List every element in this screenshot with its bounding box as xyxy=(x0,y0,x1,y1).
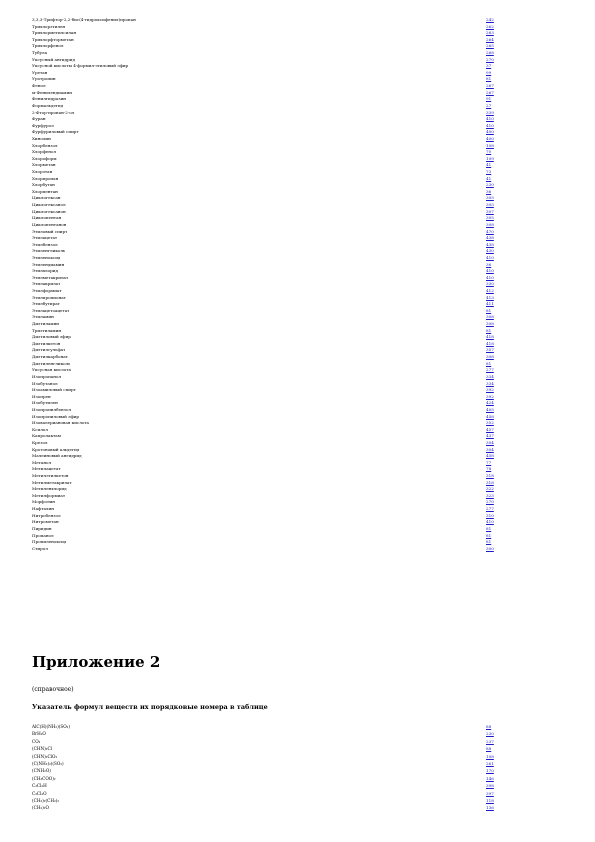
substance-name: Диэтилкетон xyxy=(32,340,61,346)
index-row xyxy=(32,506,502,513)
substance-name: Фурфуриловый спирт xyxy=(32,129,79,135)
substance-name: Уксусная кислота xyxy=(32,367,71,373)
appendix-heading: Указатель формул веществ их порядковые номера в таблице xyxy=(32,703,268,711)
index-row xyxy=(32,17,502,24)
page-number-link[interactable]: 437 xyxy=(486,433,494,439)
index-row xyxy=(32,387,502,394)
substance-name: Хлорэтан xyxy=(32,169,53,175)
substance-name: Нитрометан xyxy=(32,519,59,525)
page-number-link[interactable]: 438 xyxy=(486,241,494,247)
index-row xyxy=(32,24,502,31)
index-row xyxy=(32,70,502,77)
substance-name: Диэтиловый эфир xyxy=(32,334,71,340)
index-row xyxy=(32,281,502,288)
index-row xyxy=(32,57,502,64)
index-row xyxy=(32,156,502,163)
index-row xyxy=(32,427,502,434)
substance-name: Метилэтилкетон xyxy=(32,473,69,479)
page-number-link[interactable]: 170 xyxy=(486,768,494,774)
page-number-link[interactable]: 430 xyxy=(486,248,494,254)
substance-name: м-Фенилендиамин xyxy=(32,89,72,95)
index-row xyxy=(32,202,502,209)
page-number-link[interactable]: 77 xyxy=(486,459,492,465)
page-number-link[interactable]: 36 xyxy=(486,188,492,194)
index-row xyxy=(32,295,502,302)
substance-name: Диэтилсульфат xyxy=(32,347,66,353)
page-number-link[interactable]: 410 xyxy=(486,268,494,274)
index-row xyxy=(32,420,502,427)
page-number-link[interactable]: 300 xyxy=(486,545,494,551)
index-row xyxy=(32,301,502,308)
substance-name: Этилендиамин xyxy=(32,261,65,267)
page-number-link[interactable]: 397 xyxy=(486,790,494,796)
substance-name: Пиридин xyxy=(32,525,52,531)
substance-name: Трихлорфенол xyxy=(32,43,64,49)
substance-name: Морфолин xyxy=(32,499,56,505)
page-number-link[interactable]: 400 xyxy=(486,129,494,135)
index-row xyxy=(32,209,502,216)
index-row xyxy=(32,453,502,460)
index-row xyxy=(32,222,502,229)
page-number-link[interactable]: 81 xyxy=(486,76,492,82)
substance-name: Хлорбензол xyxy=(32,142,58,148)
substance-name: Этилметакрилат xyxy=(32,274,69,280)
page-number-link[interactable]: 237 xyxy=(486,738,494,744)
index-row xyxy=(32,149,502,156)
index-row xyxy=(32,176,502,183)
page-number-link[interactable]: 470 xyxy=(486,228,494,234)
index-row xyxy=(32,162,502,169)
substance-name: Фенилгидразин xyxy=(32,96,67,102)
substance-name: Этиловый спирт xyxy=(32,228,68,234)
substance-name: Этилхлорид xyxy=(32,268,58,274)
page-number-link[interactable]: 410 xyxy=(486,274,494,280)
substance-name: Уксусной кислоты 4-формил-этиловый эфир xyxy=(32,63,129,69)
page-number-link[interactable]: 136 xyxy=(486,805,494,811)
page-number-link[interactable]: 424 xyxy=(486,400,494,406)
page-number-link[interactable]: 277 xyxy=(486,506,494,512)
page-number-link[interactable]: 411 xyxy=(486,301,494,307)
index-row xyxy=(32,499,502,506)
page-number-link[interactable]: 318 xyxy=(486,473,494,479)
page-number-link[interactable]: 334 xyxy=(486,373,494,379)
substance-name: Уксусный ангидрид xyxy=(32,56,75,62)
page-number-link[interactable]: 261 xyxy=(486,760,494,766)
page-number-link[interactable]: 81 xyxy=(486,327,492,333)
page-number-link[interactable]: 88 xyxy=(486,746,492,752)
index-row xyxy=(32,90,502,97)
page-number-link[interactable]: 322 xyxy=(486,486,494,492)
page-number-link[interactable]: 308 xyxy=(486,321,494,327)
page-number-link[interactable]: 304 xyxy=(486,446,494,452)
page-number-link[interactable]: 118 xyxy=(486,797,494,803)
formula-row xyxy=(32,782,502,789)
substance-name: Этилпропионат xyxy=(32,294,66,300)
index-row xyxy=(32,440,502,447)
page-number-link[interactable]: 108 xyxy=(486,142,494,148)
index-row xyxy=(32,334,502,341)
page-number-link[interactable]: 400 xyxy=(486,135,494,141)
page-number-link[interactable]: 270 xyxy=(486,499,494,505)
substance-name: Хлороформ xyxy=(32,155,57,161)
index-row xyxy=(32,447,502,454)
substance-name: Этиламин xyxy=(32,314,54,320)
formula-text: (C(NH₂)₂)(SO₂) xyxy=(32,760,64,766)
substance-name: Метилацетат xyxy=(32,466,61,472)
substance-name: Циклогексан xyxy=(32,195,61,201)
page-number-link[interactable]: 268 xyxy=(486,50,494,56)
page-number-link[interactable]: 70 xyxy=(486,149,492,155)
page-number-link[interactable]: 267 xyxy=(486,83,494,89)
page-number-link[interactable]: 264 xyxy=(486,36,494,42)
substance-name: Кротоновый альдегид xyxy=(32,446,80,452)
index-row xyxy=(32,103,502,110)
index-row xyxy=(32,321,502,328)
index-row xyxy=(32,533,502,540)
page-number-link[interactable]: 352 xyxy=(486,420,494,426)
index-row xyxy=(32,143,502,150)
index-row xyxy=(32,374,502,381)
substance-name: Фенол xyxy=(32,83,46,89)
substance-name: Тубула xyxy=(32,50,48,56)
page-number-link[interactable]: 37 xyxy=(486,63,492,69)
index-row xyxy=(32,433,502,440)
formula-row xyxy=(32,745,502,752)
index-row xyxy=(32,182,502,189)
index-row xyxy=(32,123,502,130)
index-row xyxy=(32,381,502,388)
page-number-link[interactable]: 458 xyxy=(486,413,494,419)
page-number-link[interactable]: 304 xyxy=(486,440,494,445)
page-number-link[interactable]: 405 xyxy=(486,406,494,412)
substance-name: Пропиленоксид xyxy=(32,539,67,545)
formula-text: C₃Cl₂O xyxy=(32,790,47,796)
formula-row xyxy=(32,760,502,767)
page-number-link[interactable]: 398 xyxy=(486,783,494,789)
substance-name: Этилакрилат xyxy=(32,281,61,287)
formula-text: (CH₃COO)₂ xyxy=(32,775,56,781)
page-number-link[interactable]: 36 xyxy=(486,261,492,267)
page-number-link[interactable]: 330 xyxy=(486,281,494,287)
page-number-link[interactable]: 334 xyxy=(486,380,494,386)
index-row xyxy=(32,486,502,493)
index-row xyxy=(32,248,502,255)
index-row xyxy=(32,262,502,269)
substance-name: Триэтиламин xyxy=(32,327,62,333)
index-row xyxy=(32,30,502,37)
page-number-link[interactable]: 308 xyxy=(486,354,494,360)
index-row xyxy=(32,76,502,83)
substance-name: Диэтилкарбонат xyxy=(32,354,68,360)
page-number-link[interactable]: 412 xyxy=(486,287,494,293)
substance-name: 3,3,3-Трифтор-2,2-бис(4-гидроксифенил)пропан xyxy=(32,17,136,22)
page-number-link[interactable]: 392 xyxy=(486,387,494,393)
page-number-link[interactable]: 242 xyxy=(486,17,494,22)
formula-row xyxy=(32,753,502,760)
page-number-link[interactable]: 99 xyxy=(486,69,492,75)
page-number-link[interactable]: 307 xyxy=(486,208,494,214)
substance-name: Уротропин xyxy=(32,76,56,82)
substance-name: Изобутилен xyxy=(32,400,58,406)
substance-name: Капролактам xyxy=(32,433,61,439)
substance-name: Метилформиат xyxy=(32,492,66,498)
appendix-title: Приложение 2 xyxy=(32,653,161,671)
formula-text: (CH₂)₂O xyxy=(32,805,49,811)
page-number-link[interactable]: 308 xyxy=(486,221,494,227)
index-row xyxy=(32,473,502,480)
page-number-link[interactable]: 41 xyxy=(486,162,492,168)
index-row xyxy=(32,361,502,368)
substance-name: Циклопентан xyxy=(32,215,62,221)
page-number-link[interactable]: 41 xyxy=(486,175,492,181)
formula-row xyxy=(32,723,502,730)
page-number-link[interactable]: 413 xyxy=(486,294,494,300)
page-number-link[interactable]: 457 xyxy=(486,426,494,432)
index-row xyxy=(32,526,502,533)
page-number-link[interactable]: 310 xyxy=(486,512,494,518)
index-row xyxy=(32,400,502,407)
substance-name: Хлорметан xyxy=(32,162,56,168)
index-row xyxy=(32,308,502,315)
substance-name: Диэтиламин xyxy=(32,321,60,327)
page-number-link[interactable]: 305 xyxy=(486,195,494,201)
index-row xyxy=(32,367,502,374)
index-row xyxy=(32,466,502,473)
index-row xyxy=(32,37,502,44)
page-number-link[interactable]: 458 xyxy=(486,453,494,459)
index-row xyxy=(32,136,502,143)
index-row xyxy=(32,116,502,123)
index-row xyxy=(32,255,502,262)
index-row xyxy=(32,493,502,500)
page-number-link[interactable]: 91 xyxy=(486,96,492,102)
page-number-link[interactable]: 81 xyxy=(486,525,492,531)
page-number-link[interactable]: 263 xyxy=(486,30,494,36)
index-row xyxy=(32,519,502,526)
page-number-link[interactable]: 410 xyxy=(486,519,494,525)
page-number-link[interactable]: 267 xyxy=(486,89,494,95)
page-number-link[interactable]: 392 xyxy=(486,393,494,399)
index-row xyxy=(32,50,502,57)
index-row xyxy=(32,189,502,196)
page-number-link[interactable]: 78 xyxy=(486,466,492,472)
formula-index-list xyxy=(32,723,502,812)
substance-name: Метилметакрилат xyxy=(32,479,72,485)
substance-name: Этилбензол xyxy=(32,241,58,247)
substance-name: Этиленгликоль xyxy=(32,248,66,254)
formula-text: (CHN)₂Cl xyxy=(32,746,53,752)
index-row xyxy=(32,394,502,401)
substance-name: Нитробензол xyxy=(32,512,61,518)
substance-index-list xyxy=(32,17,502,552)
index-row xyxy=(32,414,502,421)
substance-name: Фурфурол xyxy=(32,122,54,128)
substance-name: Этилацетоацетат xyxy=(32,307,70,313)
page-number-link[interactable]: 410 xyxy=(486,122,494,128)
index-row xyxy=(32,229,502,236)
substance-name: Изоамиловый спирт xyxy=(32,387,76,393)
substance-name: Диэтиленгликоль xyxy=(32,360,71,366)
index-row xyxy=(32,341,502,348)
index-row xyxy=(32,513,502,520)
formula-row xyxy=(32,775,502,782)
index-row xyxy=(32,347,502,354)
index-row xyxy=(32,460,502,467)
index-row xyxy=(32,314,502,321)
substance-name: Изобутанол xyxy=(32,380,58,386)
substance-name: Метиленхлорид xyxy=(32,486,67,492)
substance-name: Хинолин xyxy=(32,135,51,141)
index-row xyxy=(32,169,502,176)
substance-name: Изовалериановая кислота xyxy=(32,420,89,426)
page-number-link[interactable]: 357 xyxy=(486,347,494,353)
substance-name: Циклогексанол xyxy=(32,202,66,208)
index-row xyxy=(32,83,502,90)
page-number-link[interactable]: 109 xyxy=(486,155,494,161)
substance-name: Нафталин xyxy=(32,506,54,512)
index-row xyxy=(32,63,502,70)
formula-row xyxy=(32,790,502,797)
page-number-link[interactable]: 81 xyxy=(486,539,492,545)
substance-name: Стирол xyxy=(32,545,48,551)
substance-name: Этилбутират xyxy=(32,301,60,307)
formula-row xyxy=(32,738,502,745)
index-row xyxy=(32,242,502,249)
formula-row xyxy=(32,797,502,804)
page-number-link[interactable]: 418 xyxy=(486,340,494,346)
formula-text: AlC(H)(NH₂)(SO₂) xyxy=(32,724,70,729)
page-number-link[interactable]: 265 xyxy=(486,43,494,49)
formula-row xyxy=(32,804,502,811)
page-number-link[interactable]: 270 xyxy=(486,56,494,62)
index-row xyxy=(32,539,502,546)
page-number-link[interactable]: 438 xyxy=(486,235,494,241)
page-number-link[interactable]: 27 xyxy=(486,102,492,108)
substance-name: Крезол xyxy=(32,440,48,445)
index-row xyxy=(32,96,502,103)
index-row xyxy=(32,407,502,414)
index-row xyxy=(32,43,502,50)
substance-name: Изопропиловый эфир xyxy=(32,413,80,419)
page-number-link[interactable]: 418 xyxy=(486,334,494,340)
substance-name: Изопропанол xyxy=(32,373,62,379)
substance-name: Трихлорметилсилан xyxy=(32,30,77,36)
formula-text: CO₂ xyxy=(32,738,41,744)
page-number-link[interactable]: 81 xyxy=(486,532,492,538)
formula-text: BrH₂O xyxy=(32,731,46,737)
page-number-link[interactable]: 410 xyxy=(486,254,494,260)
page-number-link[interactable]: 88 xyxy=(486,724,492,729)
substance-name: Метанол xyxy=(32,459,52,465)
substance-name: Этилформиат xyxy=(32,287,62,293)
formula-row xyxy=(32,767,502,774)
substance-name: Этилацетат xyxy=(32,235,58,241)
page-number-link[interactable]: 339 xyxy=(486,109,494,115)
substance-name: Уретан xyxy=(32,69,48,75)
page-number-link[interactable]: 318 xyxy=(486,479,494,485)
page-number-link[interactable]: 81 xyxy=(486,360,492,366)
page-number-link[interactable]: 277 xyxy=(486,367,494,373)
substance-name: Формальдегид xyxy=(32,102,64,108)
page-number-link[interactable]: 73 xyxy=(486,169,492,175)
substance-name: Хлорпропан xyxy=(32,175,59,181)
index-row xyxy=(32,110,502,117)
index-row xyxy=(32,275,502,282)
substance-name: Хлорпентан xyxy=(32,188,58,194)
substance-name: Малеиновый ангидрид xyxy=(32,453,82,459)
page-number-link[interactable]: 323 xyxy=(486,492,494,498)
page-number-link[interactable]: 410 xyxy=(486,116,494,122)
substance-name: Этиленоксид xyxy=(32,254,61,260)
index-row xyxy=(32,215,502,222)
index-row xyxy=(32,480,502,487)
index-row xyxy=(32,288,502,295)
substance-name: Хлорфенол xyxy=(32,149,57,155)
index-row xyxy=(32,546,502,553)
page-number-link[interactable]: 305 xyxy=(486,215,494,221)
page-number-link[interactable]: 230 xyxy=(486,182,494,188)
index-row xyxy=(32,235,502,242)
substance-name: Трихлорэтилен xyxy=(32,23,66,29)
page-number-link[interactable]: 262 xyxy=(486,23,494,29)
formula-text: (CNH₂O) xyxy=(32,768,51,774)
substance-name: Пропанол xyxy=(32,532,54,538)
substance-name: 2-Фтор-пропан-2-ол xyxy=(32,109,75,115)
substance-name: Циклопентанон xyxy=(32,221,67,227)
formula-text: (CHN)₂ClO₂ xyxy=(32,753,58,759)
index-row xyxy=(32,354,502,361)
page-number-link[interactable]: 308 xyxy=(486,314,494,320)
page-number-link[interactable]: 305 xyxy=(486,202,494,208)
substance-name: Трихлорфторметан xyxy=(32,36,74,42)
substance-name: Ксилол xyxy=(32,426,48,432)
formula-row xyxy=(32,730,502,737)
page-number-link[interactable]: 81 xyxy=(486,307,492,313)
index-row xyxy=(32,195,502,202)
page-number-link[interactable]: 108 xyxy=(486,753,494,759)
substance-name: Хлорбутан xyxy=(32,182,55,188)
index-row xyxy=(32,328,502,335)
index-row xyxy=(32,268,502,275)
page-number-link[interactable]: 146 xyxy=(486,775,494,781)
substance-name: Фуран xyxy=(32,116,46,122)
formula-text: (CH₂)₂(CH₂)₂ xyxy=(32,797,59,803)
substance-name: Изопропилбензол xyxy=(32,406,72,412)
page-number-link[interactable]: 230 xyxy=(486,731,494,737)
substance-name: Циклогексанон xyxy=(32,208,66,214)
substance-name: Изопрен xyxy=(32,393,51,399)
appendix-note: (справочное) xyxy=(32,686,74,693)
index-row xyxy=(32,129,502,136)
formula-text: C₃Cl₂H xyxy=(32,783,47,789)
